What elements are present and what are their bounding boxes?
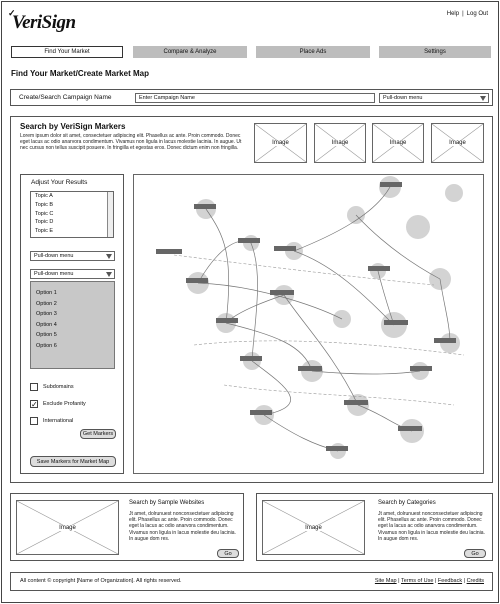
adjust-pulldown-1[interactable]: [30, 251, 115, 261]
campaign-name-input[interactable]: Enter Campaign Name: [135, 93, 375, 103]
listbox-scrollbar[interactable]: [107, 192, 113, 237]
sample-websites-description: Jt amet, dolrunuest nonconsectetuer adipiscing elit. Phasellus ac ante. Proin commodo. Donec eget la lacus ac odio anarvora condimentum. Vivamus non ligula in lacus molestie deu lacinia. In augue dom res.: [129, 511, 236, 542]
marker-image-4: [431, 123, 484, 163]
checkbox-label: Exclude Profanity: [43, 401, 86, 407]
verisign-logo[interactable]: [8, 8, 76, 34]
image-label: Image: [59, 524, 76, 531]
dropdown-value: Pull-down menu: [34, 271, 74, 277]
categories-image: [262, 500, 365, 555]
dropdown-value: Pull-down menu: [34, 253, 74, 259]
logo-text: VeriSign: [12, 12, 76, 33]
list-item[interactable]: Topic D: [35, 219, 54, 226]
international-checkbox[interactable]: [30, 417, 73, 425]
tab-find-your-market[interactable]: Find Your Market: [11, 46, 123, 58]
image-label: Image: [449, 140, 466, 146]
tab-settings[interactable]: Settings: [379, 46, 491, 58]
list-item[interactable]: Option 5: [36, 332, 57, 338]
image-label: Image: [272, 140, 289, 146]
site-map-link[interactable]: Site Map: [374, 578, 397, 584]
adjust-results-title: Adjust Your Results: [31, 179, 88, 186]
sample-websites-image: [16, 500, 119, 555]
graph-node-icon: [187, 176, 463, 459]
list-item[interactable]: Topic A: [35, 193, 53, 199]
checkbox-label: Subdomains: [43, 384, 74, 390]
markers-title: Search by VeriSign Markers: [20, 122, 126, 131]
tab-compare-analyze[interactable]: Compare & Analyze: [133, 46, 247, 58]
get-markers-button[interactable]: Get Markers: [80, 429, 116, 439]
separator: |: [398, 578, 400, 584]
list-item[interactable]: Option 1: [36, 290, 57, 296]
checkbox-unchecked-icon[interactable]: [30, 383, 38, 391]
sample-websites-title: Search by Sample Websites: [129, 500, 205, 506]
marker-image-2: [314, 123, 366, 163]
checkmark-logo-icon: ✓: [8, 8, 16, 18]
markers-description: Lorem ipsum dolor sit amet, consectetuer adipiscing elit. Phasellus ac ante. Proin commodo. Donec eget lacus ac odio anarvora condimentum. Vivamus non ligula in lacus molestie lacinia. In augue. Ut nec cursus non tellus suscipit posuere. In fringilla et egestas eros. Donec dictum enim non fringilla.: [20, 133, 242, 152]
tab-place-ads[interactable]: Place Ads: [256, 46, 370, 58]
credits-link[interactable]: Credits: [466, 578, 484, 584]
dropdown-arrow-icon: [106, 272, 112, 277]
image-label: Image: [331, 140, 349, 146]
sample-websites-panel: [10, 493, 244, 561]
list-item[interactable]: Topic B: [35, 201, 54, 208]
adjust-pulldown-2[interactable]: [30, 269, 115, 279]
footer-links: [375, 578, 484, 584]
checkbox-label: International: [43, 418, 74, 424]
image-label: Image: [305, 524, 322, 531]
dropdown-value: Pull-down menu: [383, 95, 423, 101]
list-item[interactable]: Topic C: [35, 210, 54, 217]
marker-image-3: [372, 123, 424, 163]
footer: [10, 572, 493, 591]
adjust-results-panel: [20, 174, 124, 474]
separator: |: [462, 11, 464, 17]
marker-image-1: [254, 123, 307, 163]
markers-panel: [10, 116, 493, 483]
topic-listbox[interactable]: [30, 191, 114, 238]
feedback-link[interactable]: Feedback: [437, 578, 463, 584]
terms-of-use-link[interactable]: Terms of Use: [401, 578, 434, 584]
checkbox-checked-icon[interactable]: ✓: [31, 400, 38, 409]
list-item[interactable]: Option 4: [36, 321, 57, 328]
help-link[interactable]: Help: [446, 11, 460, 17]
options-list[interactable]: [30, 281, 115, 369]
categories-description: Jt amet, dolrunuest nonconsectetuer adipiscing elit. Phasellus ac ante. Proin commodo. Donec eget la lacus ac odio anarvora condimentum. Vivamus non ligula in lacus molestie deu lacinia. In augue dom res.: [378, 511, 485, 542]
subdomains-checkbox[interactable]: [30, 383, 74, 391]
sample-websites-go-button[interactable]: Go: [217, 549, 239, 558]
dropdown-arrow-icon: [106, 254, 112, 259]
copyright-text: All content © copyright [Name of Organization]. All rights reserved.: [20, 578, 182, 584]
marker-network-graph[interactable]: [133, 174, 484, 474]
separator: |: [434, 578, 437, 584]
separator: |: [463, 578, 466, 584]
categories-panel: [256, 493, 493, 561]
checkbox-unchecked-icon[interactable]: [30, 417, 38, 425]
categories-go-button[interactable]: Go: [464, 549, 486, 558]
exclude-profanity-checkbox[interactable]: [30, 400, 86, 408]
list-item[interactable]: Option 6: [36, 342, 57, 349]
top-links: [444, 11, 488, 17]
logout-link[interactable]: Log Out: [466, 11, 488, 17]
campaign-label: Create/Search Campaign Name: [19, 94, 112, 101]
image-label: Image: [389, 140, 407, 146]
network-graph-canvas[interactable]: [134, 175, 483, 473]
page-title: Find Your Market/Create Market Map: [11, 69, 149, 78]
list-item[interactable]: Option 2: [36, 300, 57, 307]
list-item[interactable]: Topic E: [35, 228, 54, 235]
campaign-dropdown[interactable]: [379, 93, 489, 103]
campaign-bar: [10, 89, 493, 106]
list-item[interactable]: Option 3: [36, 311, 57, 317]
dropdown-arrow-icon: [480, 96, 486, 101]
save-markers-button[interactable]: Save Markers for Market Map: [30, 456, 116, 467]
categories-title: Search by Categories: [378, 500, 436, 506]
